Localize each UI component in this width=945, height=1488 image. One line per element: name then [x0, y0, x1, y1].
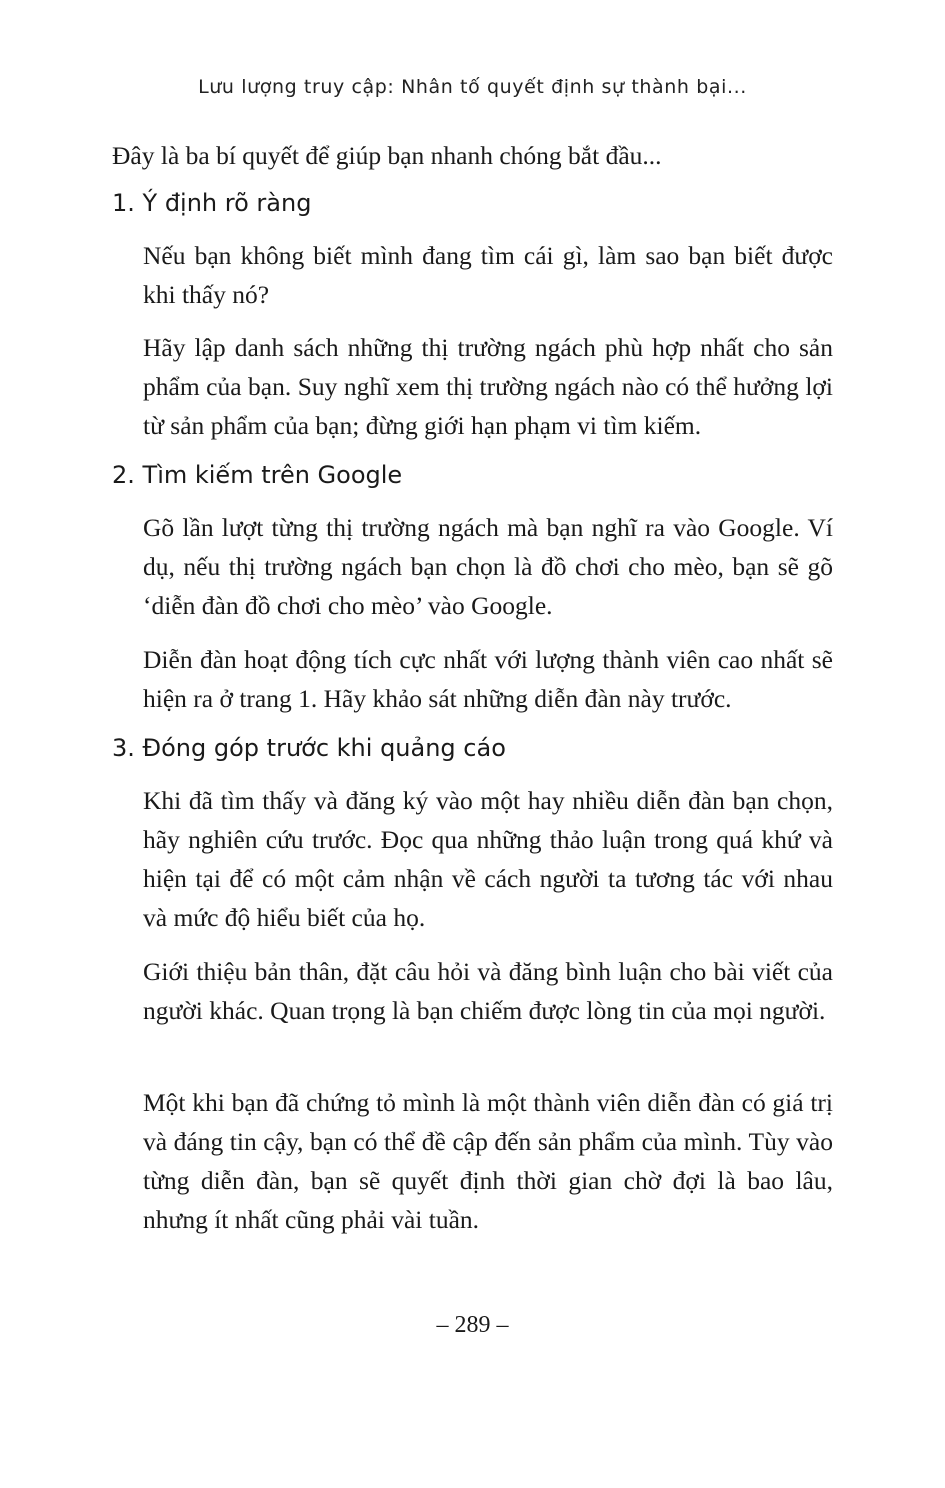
page-number: – 289 –	[436, 1312, 509, 1338]
section-1-paragraph-1: Nếu bạn không biết mình đang tìm cái gì, làm sao bạn biết được khi thấy nó?	[143, 241, 833, 309]
section-1-paragraph-2: Hãy lập danh sách những thị trường ngách phù hợp nhất cho sản phẩm của bạn. Suy nghĩ xem thị trường ngách nào có thể hưởng lợi từ sản phẩm của bạn; đừng giới hạn phạm vi tìm kiếm.	[143, 333, 833, 440]
intro-text: Đây là ba bí quyết để giúp bạn nhanh chóng bắt đầu...	[112, 141, 662, 170]
section-heading-1: 1. Ý định rõ ràng	[112, 189, 312, 217]
section-2-paragraph-1: Gõ lần lượt từng thị trường ngách mà bạn nghĩ ra vào Google. Ví dụ, nếu thị trường ngách bạn chọn là đồ chơi cho mèo, bạn sẽ gõ ‘diễn đàn đồ chơi cho mèo’ vào Google.	[143, 513, 833, 620]
section-heading-3: 3. Đóng góp trước khi quảng cáo	[112, 734, 506, 762]
section-3-paragraph-1: Khi đã tìm thấy và đăng ký vào một hay nhiều diễn đàn bạn chọn, hãy nghiên cứu trước. Đọc qua những thảo luận trong quá khứ và hiện tại để có một cảm nhận về cách người ta tương tác với nhau và mức độ hiểu biết của họ.	[143, 786, 833, 932]
section-heading-2: 2. Tìm kiếm trên Google	[112, 461, 403, 489]
section-3-paragraph-3: Một khi bạn đã chứng tỏ mình là một thành viên diễn đàn có giá trị và đáng tin cậy, bạn có thể đề cập đến sản phẩm của mình. Tùy vào từng diễn đàn, bạn sẽ quyết định thời gian chờ đợi là bao lâu, nhưng ít nhất cũng phải vài tuần.	[143, 1088, 833, 1234]
section-2-paragraph-2: Diễn đàn hoạt động tích cực nhất với lượng thành viên cao nhất sẽ hiện ra ở trang 1. Hãy khảo sát những diễn đàn này trước.	[143, 645, 833, 713]
section-3-paragraph-2: Giới thiệu bản thân, đặt câu hỏi và đăng bình luận cho bài viết của người khác. Quan trọng là bạn chiếm được lòng tin của mọi người.	[143, 957, 833, 1025]
running-header: Lưu lượng truy cập: Nhân tố quyết định sự thành bại...	[198, 76, 747, 98]
